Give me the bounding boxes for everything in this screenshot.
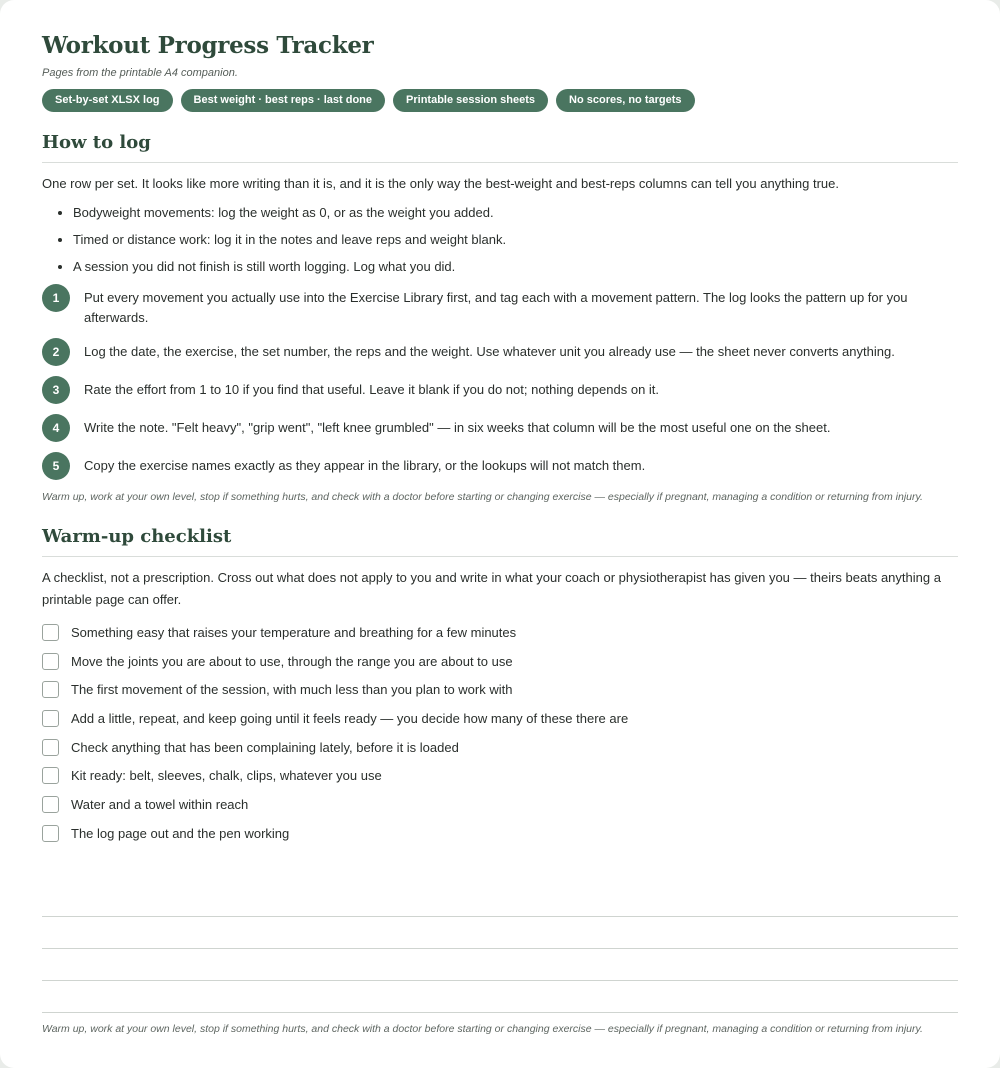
list-item: • A session you did not finish is still worth logging. Log what you did.	[73, 257, 958, 277]
checkbox[interactable]	[42, 624, 59, 641]
step-number-badge: 1	[42, 284, 70, 312]
checkbox[interactable]	[42, 825, 59, 842]
badge-best-weight: Best weight · best reps · last done	[181, 89, 385, 112]
how-to-log-section	[42, 130, 958, 504]
checklist-item-label: The log page out and the pen working	[71, 825, 290, 841]
logging-steps	[42, 284, 958, 480]
step-item	[42, 376, 958, 404]
step-item	[42, 452, 958, 480]
checklist-item[interactable]	[42, 733, 958, 762]
step-text: Rate the effort from 1 to 10 if you find that useful. Leave it blank if you do not; nothing depends on it.	[84, 382, 660, 397]
checklist-item[interactable]	[42, 704, 958, 733]
page-title: Workout Progress Tracker	[42, 32, 374, 59]
badge-no-scores: No scores, no targets	[556, 89, 694, 112]
step-item	[42, 338, 958, 366]
section-heading-how-to-log: How to log	[42, 130, 958, 163]
checkbox[interactable]	[42, 739, 59, 756]
step-number-badge: 3	[42, 376, 70, 404]
list-item: • Bodyweight movements: log the weight as 0, or as the weight you added.	[73, 203, 958, 223]
checklist-item-label: Something easy that raises your temperature and breathing for a few minutes	[71, 624, 517, 640]
how-to-log-intro: One row per set. It looks like more writing than it is, and it is the only way the best-weight and best-reps columns can tell you anything true.	[42, 176, 839, 191]
section-heading-warm-up: Warm-up checklist	[42, 524, 958, 557]
checklist-item[interactable]	[42, 618, 958, 647]
badge-session-sheets: Printable session sheets	[393, 89, 548, 112]
checklist-item[interactable]	[42, 761, 958, 790]
write-in-line	[42, 981, 958, 1013]
logging-bullets	[42, 203, 958, 277]
safety-disclaimer: Warm up, work at your own level, stop if something hurts, and check with a doctor before starting or changing exercise — especially if pregnant, managing a condition or returning from injury.	[42, 491, 923, 503]
safety-disclaimer: Warm up, work at your own level, stop if something hurts, and check with a doctor before starting or changing exercise — especially if pregnant, managing a condition or returning from injury.	[42, 1022, 923, 1035]
checklist-item[interactable]	[42, 647, 958, 676]
checkbox[interactable]	[42, 653, 59, 670]
checklist-item[interactable]	[42, 819, 958, 848]
step-number-badge: 5	[42, 452, 70, 480]
step-item	[42, 284, 958, 328]
step-item	[42, 414, 958, 442]
write-in-line	[42, 949, 958, 981]
checklist-item-label: Water and a towel within reach	[71, 796, 249, 812]
warm-up-section	[42, 524, 958, 1036]
step-text: Put every movement you actually use into the Exercise Library first, and tag each with a movement pattern. The log looks the pattern up for you afterwards.	[84, 290, 908, 325]
checklist-item-label: The first movement of the session, with much less than you plan to work with	[71, 682, 513, 698]
write-in-line	[42, 917, 958, 949]
step-text: Log the date, the exercise, the set number, the reps and the weight. Use whatever unit you already use — the sheet never converts anything.	[84, 344, 895, 359]
checklist-item-label: Check anything that has been complaining lately, before it is loaded	[71, 739, 459, 755]
checkbox[interactable]	[42, 681, 59, 698]
checkbox[interactable]	[42, 767, 59, 784]
checklist-item[interactable]	[42, 675, 958, 704]
checklist-item-label: Move the joints you are about to use, through the range you are about to use	[71, 653, 513, 669]
write-in-line	[42, 885, 958, 917]
list-item: • Timed or distance work: log it in the notes and leave reps and weight blank.	[73, 230, 958, 250]
checklist-item[interactable]	[42, 790, 958, 819]
checkbox[interactable]	[42, 796, 59, 813]
badge-xlsx-log: Set-by-set XLSX log	[42, 89, 173, 112]
warm-up-checklist	[42, 618, 958, 848]
write-in-lines	[42, 885, 958, 1013]
page-subtitle: Pages from the printable A4 companion.	[42, 67, 238, 79]
step-number-badge: 2	[42, 338, 70, 366]
checklist-item-label: Kit ready: belt, sleeves, chalk, clips, whatever you use	[71, 768, 382, 784]
checklist-item-label: Add a little, repeat, and keep going until it feels ready — you decide how many of these there are	[71, 710, 629, 726]
warm-up-intro: A checklist, not a prescription. Cross out what does not apply to you and write in what your coach or physiotherapist has given you — theirs beats anything a printable page can offer.	[42, 570, 941, 607]
feature-badges	[42, 89, 958, 112]
checkbox[interactable]	[42, 710, 59, 727]
step-text: Write the note. "Felt heavy", "grip went", "left knee grumbled" — in six weeks that column will be the most useful one on the sheet.	[84, 420, 831, 435]
step-text: Copy the exercise names exactly as they appear in the library, or the lookups will not match them.	[84, 458, 646, 473]
step-number-badge: 4	[42, 414, 70, 442]
